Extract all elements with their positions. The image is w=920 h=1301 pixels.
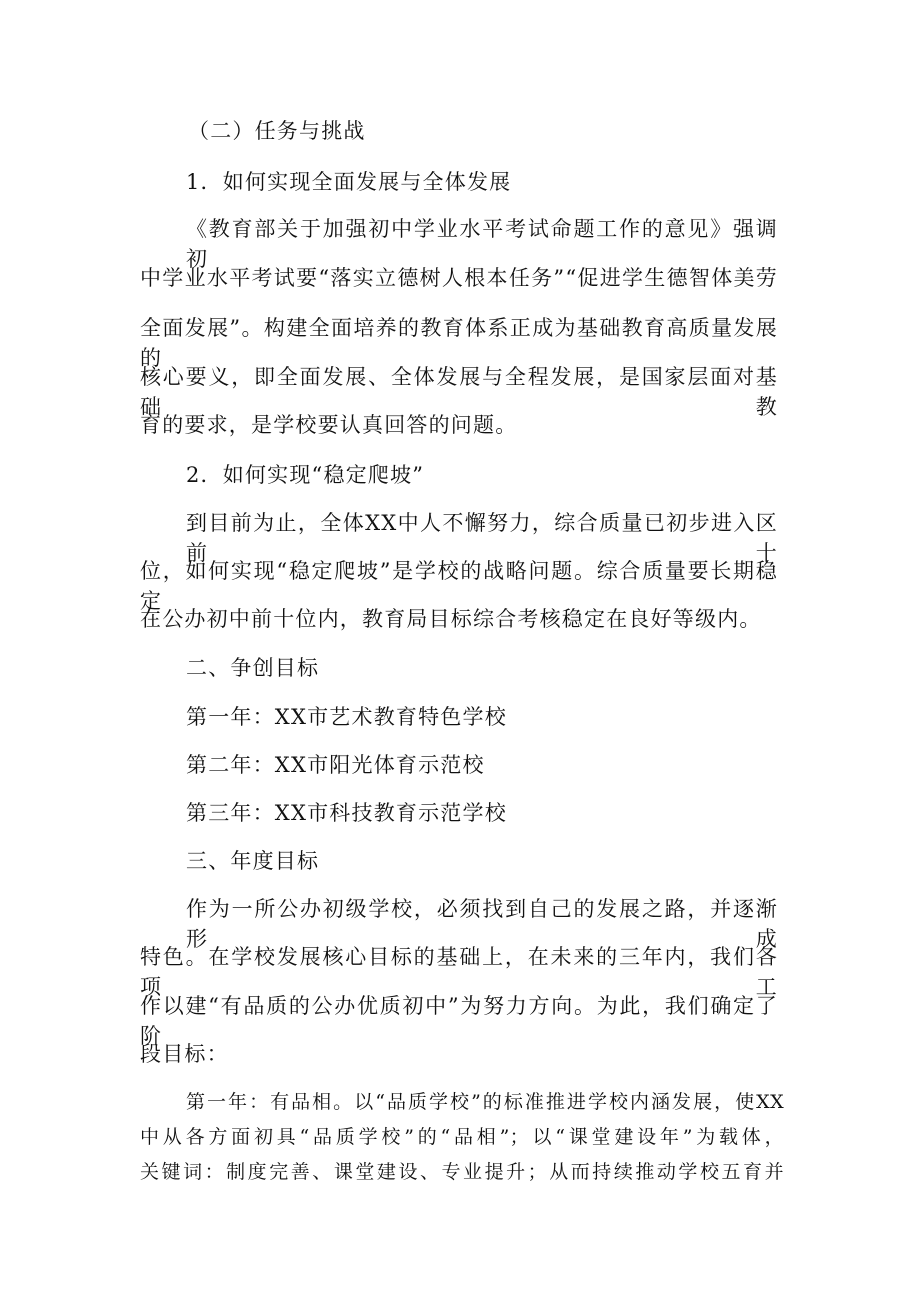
section-heading-annual-goals: 三、年度目标 [186,849,320,873]
paragraph-line: 中学业水平考试要“落实立德树人根本任务”“促进学生德智体美劳 [140,266,778,290]
subsection-heading-tasks-challenges: （二）任务与挑战 [188,119,366,143]
paragraph-line: 段目标： [140,1042,229,1066]
paragraph-line: 作以建“有品质的公办优质初中”为努力方向。为此，我们确定了阶 [140,994,778,1048]
paragraph-line: 全面发展”。构建全面培养的教育体系正成为基础教育高质量发展的 [140,316,778,370]
goal-year-2: 第二年：XX市阳光体育示范校 [186,753,485,777]
paragraph-line: 作为一所公办初级学校，必须找到自己的发展之路，并逐渐形成 [186,897,778,951]
paragraph-line: 第一年：有品相。以“品质学校”的标准推进学校内涵发展，使XX [186,1091,784,1113]
paragraph-line: 特色。在学校发展核心目标的基础上，在未来的三年内，我们各项工 [140,945,778,999]
paragraph-line: 中从各方面初具“品质学校”的“品相”；以“课堂建设年”为载体， [140,1126,784,1148]
paragraph-line: 关键词：制度完善、课堂建设、专业提升；从而持续推动学校五育并 [140,1161,784,1183]
goal-year-1: 第一年：XX市艺术教育特色学校 [186,705,507,729]
paragraph-line: 位，如何实现“稳定爬坡”是学校的战略问题。综合质量要长期稳定 [140,559,778,613]
paragraph-line: 到目前为止，全体XX中人不懈努力，综合质量已初步进入区前十 [186,511,778,565]
paragraph-line: 育的要求，是学校要认真回答的问题。 [140,413,518,437]
item-heading-2: 2．如何实现“稳定爬坡” [186,463,425,487]
paragraph-line: 在公办初中前十位内，教育局目标综合考核稳定在良好等级内。 [140,607,762,631]
paragraph-line: 《教育部关于加强初中学业水平考试命题工作的意见》强调初 [186,217,778,271]
goal-year-3: 第三年：XX市科技教育示范学校 [186,801,507,825]
section-heading-goals: 二、争创目标 [186,656,320,680]
paragraph-line: 核心要义，即全面发展、全体发展与全程发展，是国家层面对基础教 [140,365,778,419]
item-heading-1: 1．如何实现全面发展与全体发展 [186,170,512,194]
